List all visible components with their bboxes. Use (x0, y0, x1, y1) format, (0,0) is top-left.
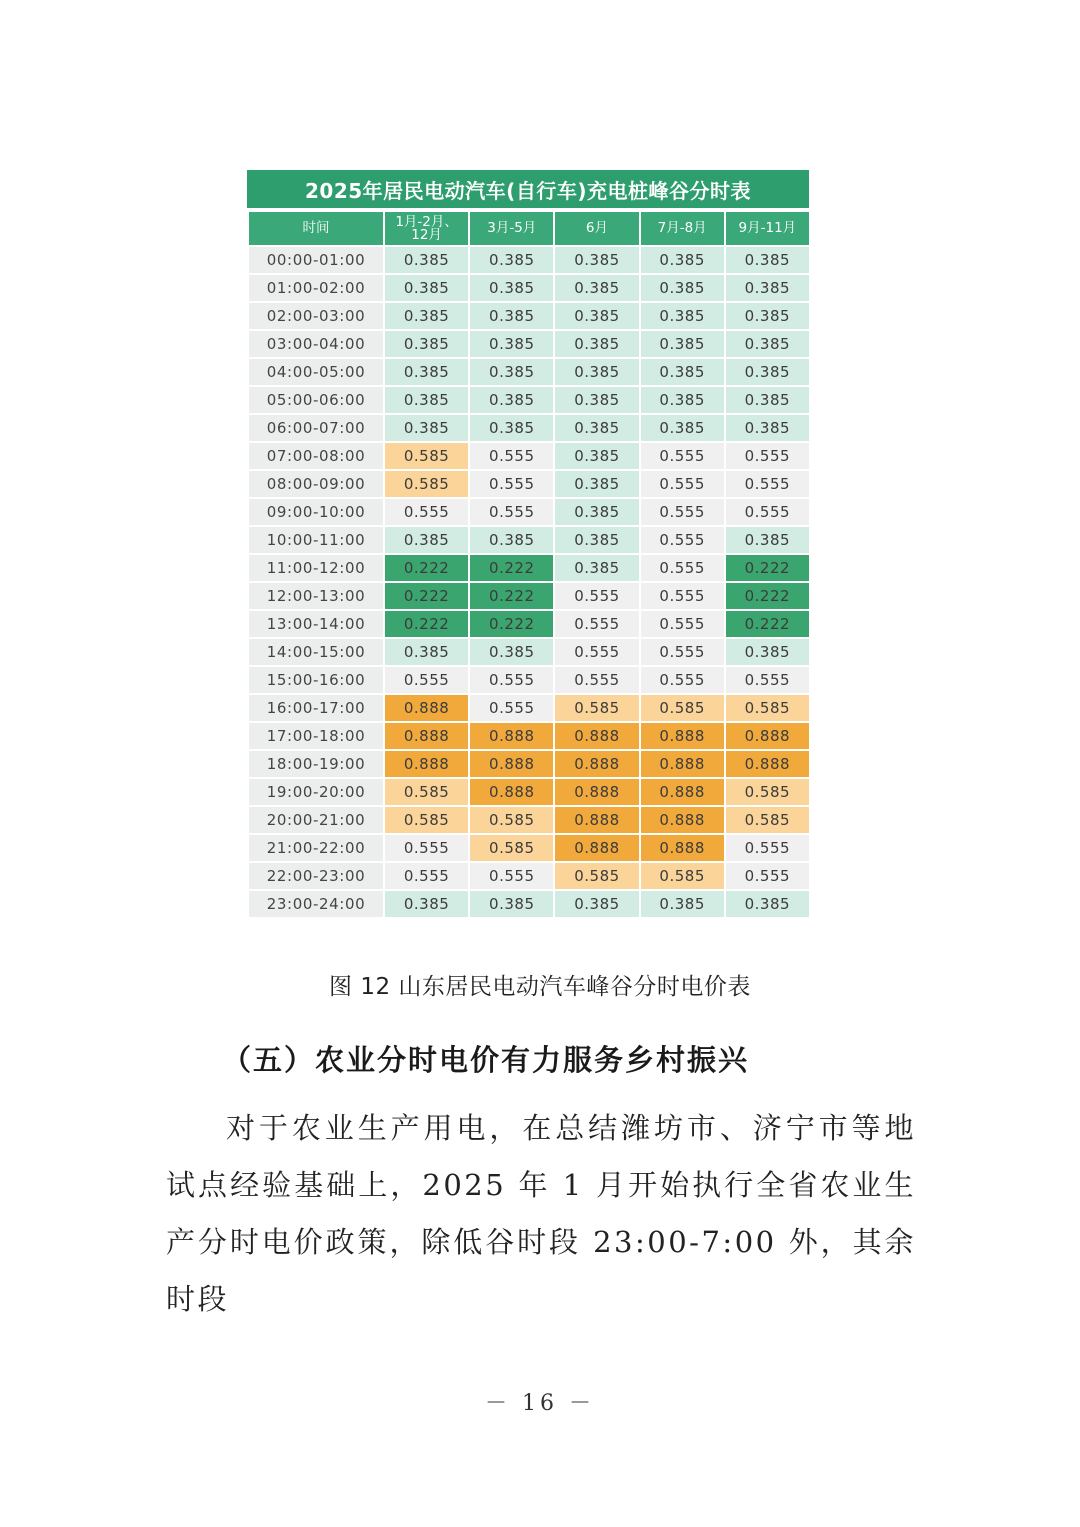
time-cell: 14:00-15:00 (248, 638, 384, 666)
price-cell: 0.385 (554, 330, 639, 358)
price-cell: 0.555 (469, 498, 554, 526)
price-cell: 0.555 (469, 862, 554, 890)
price-cell: 0.555 (640, 666, 725, 694)
price-cell: 0.585 (384, 778, 469, 806)
price-cell: 0.555 (725, 498, 810, 526)
price-cell: 0.585 (384, 806, 469, 834)
price-cell: 0.555 (640, 554, 725, 582)
price-cell: 0.555 (384, 862, 469, 890)
price-cell: 0.585 (384, 442, 469, 470)
price-cell: 0.385 (384, 414, 469, 442)
time-cell: 21:00-22:00 (248, 834, 384, 862)
section-heading: （五）农业分时电价有力服务乡村振兴 (222, 1043, 750, 1077)
time-cell: 06:00-07:00 (248, 414, 384, 442)
price-cell: 0.385 (384, 246, 469, 274)
table-row (248, 862, 810, 890)
price-cell: 0.385 (384, 302, 469, 330)
price-cell: 0.888 (640, 834, 725, 862)
price-cell: 0.385 (384, 358, 469, 386)
price-cell: 0.385 (640, 330, 725, 358)
price-cell: 0.385 (554, 274, 639, 302)
table-row (248, 526, 810, 554)
price-cell: 0.888 (384, 694, 469, 722)
table-row (248, 386, 810, 414)
table-row (248, 246, 810, 274)
price-cell: 0.385 (640, 274, 725, 302)
table-row (248, 638, 810, 666)
price-cell: 0.222 (469, 582, 554, 610)
time-cell: 11:00-12:00 (248, 554, 384, 582)
price-cell: 0.555 (469, 470, 554, 498)
price-cell: 0.555 (384, 666, 469, 694)
price-cell: 0.385 (554, 554, 639, 582)
price-cell: 0.385 (725, 246, 810, 274)
time-cell: 20:00-21:00 (248, 806, 384, 834)
header-time: 时间 (248, 211, 384, 246)
price-cell: 0.385 (554, 414, 639, 442)
table-row (248, 582, 810, 610)
price-table (247, 170, 809, 919)
table-row (248, 470, 810, 498)
price-cell: 0.555 (640, 582, 725, 610)
table-row (248, 274, 810, 302)
time-cell: 10:00-11:00 (248, 526, 384, 554)
table-row (248, 498, 810, 526)
table-row (248, 806, 810, 834)
price-cell: 0.555 (554, 582, 639, 610)
price-cell: 0.222 (725, 610, 810, 638)
price-cell: 0.385 (725, 302, 810, 330)
price-cell: 0.555 (725, 442, 810, 470)
price-cell: 0.888 (554, 834, 639, 862)
price-cell: 0.222 (725, 554, 810, 582)
table-row (248, 750, 810, 778)
price-cell: 0.385 (554, 442, 639, 470)
price-cell: 0.385 (469, 358, 554, 386)
price-cell: 0.385 (554, 386, 639, 414)
table-row (248, 666, 810, 694)
price-cell: 0.555 (725, 666, 810, 694)
price-cell: 0.555 (554, 610, 639, 638)
price-cell: 0.222 (384, 610, 469, 638)
header-month-4: 7月-8月 (640, 211, 725, 246)
price-cell: 0.888 (469, 722, 554, 750)
price-cell: 0.555 (469, 694, 554, 722)
price-cell: 0.385 (640, 890, 725, 918)
price-cell: 0.555 (640, 442, 725, 470)
time-cell: 22:00-23:00 (248, 862, 384, 890)
price-cell: 0.385 (469, 274, 554, 302)
price-cell: 0.385 (725, 330, 810, 358)
table-row (248, 610, 810, 638)
price-cell: 0.888 (554, 750, 639, 778)
header-month-3: 6月 (554, 211, 639, 246)
time-cell: 16:00-17:00 (248, 694, 384, 722)
price-cell: 0.222 (725, 582, 810, 610)
table-row (248, 834, 810, 862)
price-cell: 0.385 (554, 890, 639, 918)
price-cell: 0.888 (554, 806, 639, 834)
price-cell: 0.385 (725, 890, 810, 918)
table-row (248, 778, 810, 806)
price-cell: 0.585 (384, 470, 469, 498)
price-cell: 0.385 (725, 526, 810, 554)
price-cell: 0.585 (469, 834, 554, 862)
price-cell: 0.385 (384, 330, 469, 358)
table-row (248, 722, 810, 750)
price-cell: 0.888 (640, 722, 725, 750)
price-cell: 0.888 (640, 750, 725, 778)
header-row (248, 211, 810, 246)
price-cell: 0.888 (469, 778, 554, 806)
page-number: － 16 － (485, 1391, 595, 1416)
price-cell: 0.585 (725, 806, 810, 834)
price-cell: 0.385 (554, 302, 639, 330)
price-cell: 0.385 (640, 358, 725, 386)
time-cell: 17:00-18:00 (248, 722, 384, 750)
price-cell: 0.888 (384, 722, 469, 750)
price-cell: 0.585 (554, 694, 639, 722)
price-cell: 0.555 (725, 834, 810, 862)
price-cell: 0.385 (469, 330, 554, 358)
table-row (248, 414, 810, 442)
time-cell: 12:00-13:00 (248, 582, 384, 610)
price-cell: 0.888 (554, 722, 639, 750)
price-cell: 0.385 (469, 414, 554, 442)
price-cell: 0.385 (554, 470, 639, 498)
time-cell: 07:00-08:00 (248, 442, 384, 470)
table-row (248, 554, 810, 582)
price-cell: 0.385 (384, 274, 469, 302)
price-cell: 0.385 (384, 526, 469, 554)
price-cell: 0.385 (725, 638, 810, 666)
price-cell: 0.385 (384, 638, 469, 666)
figure-caption: 图 12 山东居民电动汽车峰谷分时电价表 (329, 974, 751, 1000)
price-cell: 0.555 (384, 834, 469, 862)
price-cell: 0.385 (384, 890, 469, 918)
price-cell: 0.385 (469, 526, 554, 554)
table-row (248, 358, 810, 386)
price-cell: 0.888 (554, 778, 639, 806)
price-cell: 0.555 (554, 638, 639, 666)
price-cell: 0.585 (725, 694, 810, 722)
time-cell: 19:00-20:00 (248, 778, 384, 806)
price-cell: 0.385 (469, 302, 554, 330)
time-cell: 13:00-14:00 (248, 610, 384, 638)
price-cell: 0.385 (384, 386, 469, 414)
price-cell: 0.888 (640, 806, 725, 834)
time-cell: 18:00-19:00 (248, 750, 384, 778)
price-cell: 0.385 (725, 414, 810, 442)
price-cell: 0.222 (384, 582, 469, 610)
table-row (248, 302, 810, 330)
time-cell: 03:00-04:00 (248, 330, 384, 358)
price-cell: 0.888 (725, 722, 810, 750)
price-cell: 0.385 (469, 638, 554, 666)
price-cell: 0.385 (554, 526, 639, 554)
price-cell: 0.888 (725, 750, 810, 778)
time-cell: 08:00-09:00 (248, 470, 384, 498)
price-cell: 0.555 (384, 498, 469, 526)
time-cell: 23:00-24:00 (248, 890, 384, 918)
price-cell: 0.555 (725, 470, 810, 498)
price-cell: 0.385 (725, 386, 810, 414)
price-cell: 0.222 (469, 554, 554, 582)
price-cell: 0.385 (554, 246, 639, 274)
table-row (248, 330, 810, 358)
price-cell: 0.555 (640, 638, 725, 666)
table-row (248, 694, 810, 722)
price-grid (247, 210, 811, 919)
price-cell: 0.385 (469, 890, 554, 918)
price-cell: 0.385 (640, 414, 725, 442)
price-cell: 0.385 (640, 246, 725, 274)
time-cell: 01:00-02:00 (248, 274, 384, 302)
price-cell: 0.385 (554, 498, 639, 526)
price-cell: 0.385 (640, 302, 725, 330)
price-cell: 0.555 (469, 442, 554, 470)
header-month-1: 1月-2月、12月 (384, 211, 469, 246)
price-cell: 0.555 (640, 610, 725, 638)
price-cell: 0.585 (725, 778, 810, 806)
time-cell: 00:00-01:00 (248, 246, 384, 274)
time-cell: 02:00-03:00 (248, 302, 384, 330)
header-month-5: 9月-11月 (725, 211, 810, 246)
price-cell: 0.385 (469, 386, 554, 414)
header-month-2: 3月-5月 (469, 211, 554, 246)
price-cell: 0.555 (640, 470, 725, 498)
table-row (248, 890, 810, 918)
price-cell: 0.555 (640, 526, 725, 554)
price-cell: 0.555 (469, 666, 554, 694)
price-cell: 0.385 (554, 358, 639, 386)
table-title: 2025年居民电动汽车(自行车)充电桩峰谷分时表 (247, 170, 809, 210)
body-paragraph: 对于农业生产用电，在总结潍坊市、济宁市等地试点经验基础上，2025 年 1 月开始执行全省农业生产分时电价政策，除低谷时段 23:00-7:00 外，其余时段 (166, 1111, 916, 1316)
price-cell: 0.585 (640, 862, 725, 890)
price-cell: 0.585 (469, 806, 554, 834)
time-cell: 15:00-16:00 (248, 666, 384, 694)
price-cell: 0.385 (469, 246, 554, 274)
price-cell: 0.555 (640, 498, 725, 526)
price-cell: 0.385 (640, 386, 725, 414)
time-cell: 05:00-06:00 (248, 386, 384, 414)
time-cell: 09:00-10:00 (248, 498, 384, 526)
price-cell: 0.555 (554, 666, 639, 694)
price-cell: 0.555 (725, 862, 810, 890)
price-cell: 0.888 (384, 750, 469, 778)
price-cell: 0.222 (384, 554, 469, 582)
time-cell: 04:00-05:00 (248, 358, 384, 386)
table-body (248, 246, 810, 918)
price-cell: 0.888 (469, 750, 554, 778)
table-row (248, 442, 810, 470)
price-cell: 0.888 (640, 778, 725, 806)
price-cell: 0.585 (554, 862, 639, 890)
price-cell: 0.385 (725, 274, 810, 302)
price-cell: 0.385 (725, 358, 810, 386)
price-cell: 0.222 (469, 610, 554, 638)
price-cell: 0.585 (640, 694, 725, 722)
